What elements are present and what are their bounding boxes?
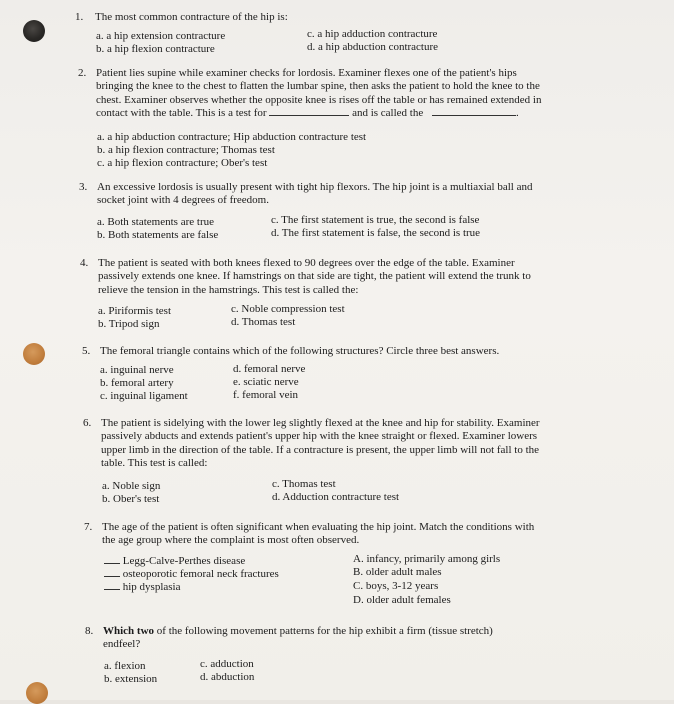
- condition-label: hip dysplasia: [122, 581, 181, 593]
- question-bold-prefix: Which two: [103, 625, 155, 637]
- binder-hole-top: [23, 20, 45, 42]
- binder-hole-middle: [23, 343, 45, 365]
- binder-hole-bottom: [26, 682, 48, 704]
- question-number: 5.: [82, 345, 91, 357]
- answer-option-e[interactable]: e. sciatic nerve: [233, 376, 299, 388]
- answer-option-b[interactable]: b. femoral artery: [100, 377, 174, 389]
- question-line: passively extends one knee. If hamstrings on that side are tight, the patient will extend the trunk to: [98, 270, 531, 283]
- question-number: 1.: [75, 11, 84, 23]
- answer-option-b[interactable]: b. extension: [104, 673, 158, 685]
- question-text: [103, 625, 493, 652]
- question-text: [101, 417, 540, 471]
- answer-option-c[interactable]: c. a hip adduction contracture: [307, 28, 438, 40]
- question-line: table. This test is called:: [101, 457, 208, 470]
- question-line: An excessive lordosis is usually present with tight hip flexors. The hip joint is a multiaxial ball and: [97, 181, 533, 193]
- condition-label: Legg-Calve-Perthes disease: [122, 555, 246, 567]
- answer-option-d[interactable]: d. femoral nerve: [233, 363, 306, 375]
- question-number: 3.: [79, 181, 88, 193]
- question-number: 8.: [85, 625, 94, 637]
- question-line: the age group where the complaint is most often observed.: [102, 534, 360, 547]
- question-line: bringing the knee to the chest to flatten the lumbar spine, then asks the patient to hold the knee to the: [96, 80, 540, 93]
- match-condition-3: [104, 581, 181, 594]
- question-line-rest: of the following movement patterns for the hip exhibit a firm (tissue stretch): [156, 625, 493, 637]
- question-line: passively abducts and extends patient's upper hip with the knee straight or flexed. Examiner lowers: [101, 430, 538, 443]
- question-line: The age of the patient is often significant when evaluating the hip joint. Match the conditions with: [102, 521, 535, 533]
- answer-blank[interactable]: [104, 576, 120, 577]
- answer-option-c[interactable]: c. Thomas test: [272, 478, 336, 490]
- question-line: [103, 625, 493, 638]
- answer-option-a[interactable]: a. Piriformis test: [98, 305, 172, 317]
- question-line: contact with the table. This is a test for and is called the .: [96, 107, 519, 120]
- match-condition-2: [104, 568, 279, 581]
- answer-blank-1[interactable]: [269, 115, 349, 116]
- answer-option-d[interactable]: d. Adduction contracture test: [272, 491, 400, 503]
- question-text: [98, 257, 531, 297]
- answer-option-b[interactable]: b. Ober's test: [102, 493, 160, 505]
- answer-option-c[interactable]: c. a hip flexion contracture; Ober's test: [97, 157, 268, 169]
- answer-option-a[interactable]: a. a hip extension contracture: [96, 30, 226, 42]
- question-line-start: contact with the table. This is a test for: [96, 107, 267, 120]
- answer-blank-2[interactable]: [432, 115, 516, 116]
- answer-option-d[interactable]: d. Thomas test: [231, 316, 296, 328]
- question-line: endfeel?: [103, 638, 141, 651]
- age-option-C: C. boys, 3-12 years: [353, 580, 439, 592]
- question-line: relieve the tension in the hamstrings. This test is called the:: [98, 283, 359, 296]
- answer-option-d[interactable]: d. abduction: [200, 671, 255, 683]
- question-number: 4.: [80, 257, 89, 269]
- age-option-A: A. infancy, primarily among girls: [353, 553, 501, 565]
- answer-option-a[interactable]: a. inguinal nerve: [100, 364, 174, 376]
- question-text: The most common contracture of the hip is:: [95, 11, 288, 23]
- age-option-B: B. older adult males: [353, 566, 442, 578]
- age-option-D: D. older adult females: [353, 594, 451, 606]
- answer-option-c[interactable]: c. The first statement is true, the second is false: [271, 214, 480, 226]
- answer-option-b[interactable]: b. Tripod sign: [98, 318, 160, 330]
- answer-option-c[interactable]: c. adduction: [200, 658, 254, 670]
- question-line: The patient is sidelying with the lower leg slightly flexed at the knee and hip for stability. Examiner: [101, 417, 540, 429]
- question-number: 2.: [78, 67, 87, 79]
- question-text: [96, 67, 541, 121]
- condition-label: osteoporotic femoral neck fractures: [122, 568, 279, 580]
- answer-option-b[interactable]: b. Both statements are false: [97, 229, 219, 241]
- answer-option-b[interactable]: b. a hip flexion contracture; Thomas test: [97, 144, 275, 156]
- question-text: [102, 521, 534, 548]
- answer-option-c[interactable]: c. inguinal ligament: [100, 390, 188, 402]
- answer-option-a[interactable]: a. Both statements are true: [97, 216, 214, 228]
- answer-option-b[interactable]: b. a hip flexion contracture: [96, 43, 215, 55]
- answer-option-a[interactable]: a. a hip abduction contracture; Hip abduction contracture test: [97, 131, 367, 143]
- question-line: chest. Examiner observes whether the opposite knee is rises off the table or has remained extended in: [96, 93, 542, 106]
- answer-option-f[interactable]: f. femoral vein: [233, 389, 299, 401]
- question-text: [97, 181, 532, 208]
- answer-option-d[interactable]: d. a hip abduction contracture: [307, 41, 439, 53]
- answer-option-d[interactable]: d. The first statement is false, the second is true: [271, 227, 481, 239]
- answer-option-a[interactable]: a. Noble sign: [102, 480, 161, 492]
- question-number: 7.: [84, 521, 93, 533]
- match-condition-1: [104, 555, 245, 568]
- question-line: upper limb in the direction of the table. If a contracture is present, the upper limb will not fall to the: [101, 443, 540, 456]
- answer-option-c[interactable]: c. Noble compression test: [231, 303, 345, 315]
- answer-blank[interactable]: [104, 589, 120, 590]
- answer-blank[interactable]: [104, 563, 120, 564]
- question-number: 6.: [83, 417, 92, 429]
- question-line: Patient lies supine while examiner checks for lordosis. Examiner flexes one of the patient's hips: [96, 67, 517, 79]
- question-line: socket joint with 4 degrees of freedom.: [97, 194, 269, 207]
- question-line-mid: and is called the: [352, 107, 424, 120]
- question-line: The patient is seated with both knees flexed to 90 degrees over the edge of the table. Examiner: [98, 257, 515, 269]
- answer-option-a[interactable]: a. flexion: [104, 660, 146, 672]
- question-text: The femoral triangle contains which of the following structures? Circle three best answers.: [100, 345, 500, 357]
